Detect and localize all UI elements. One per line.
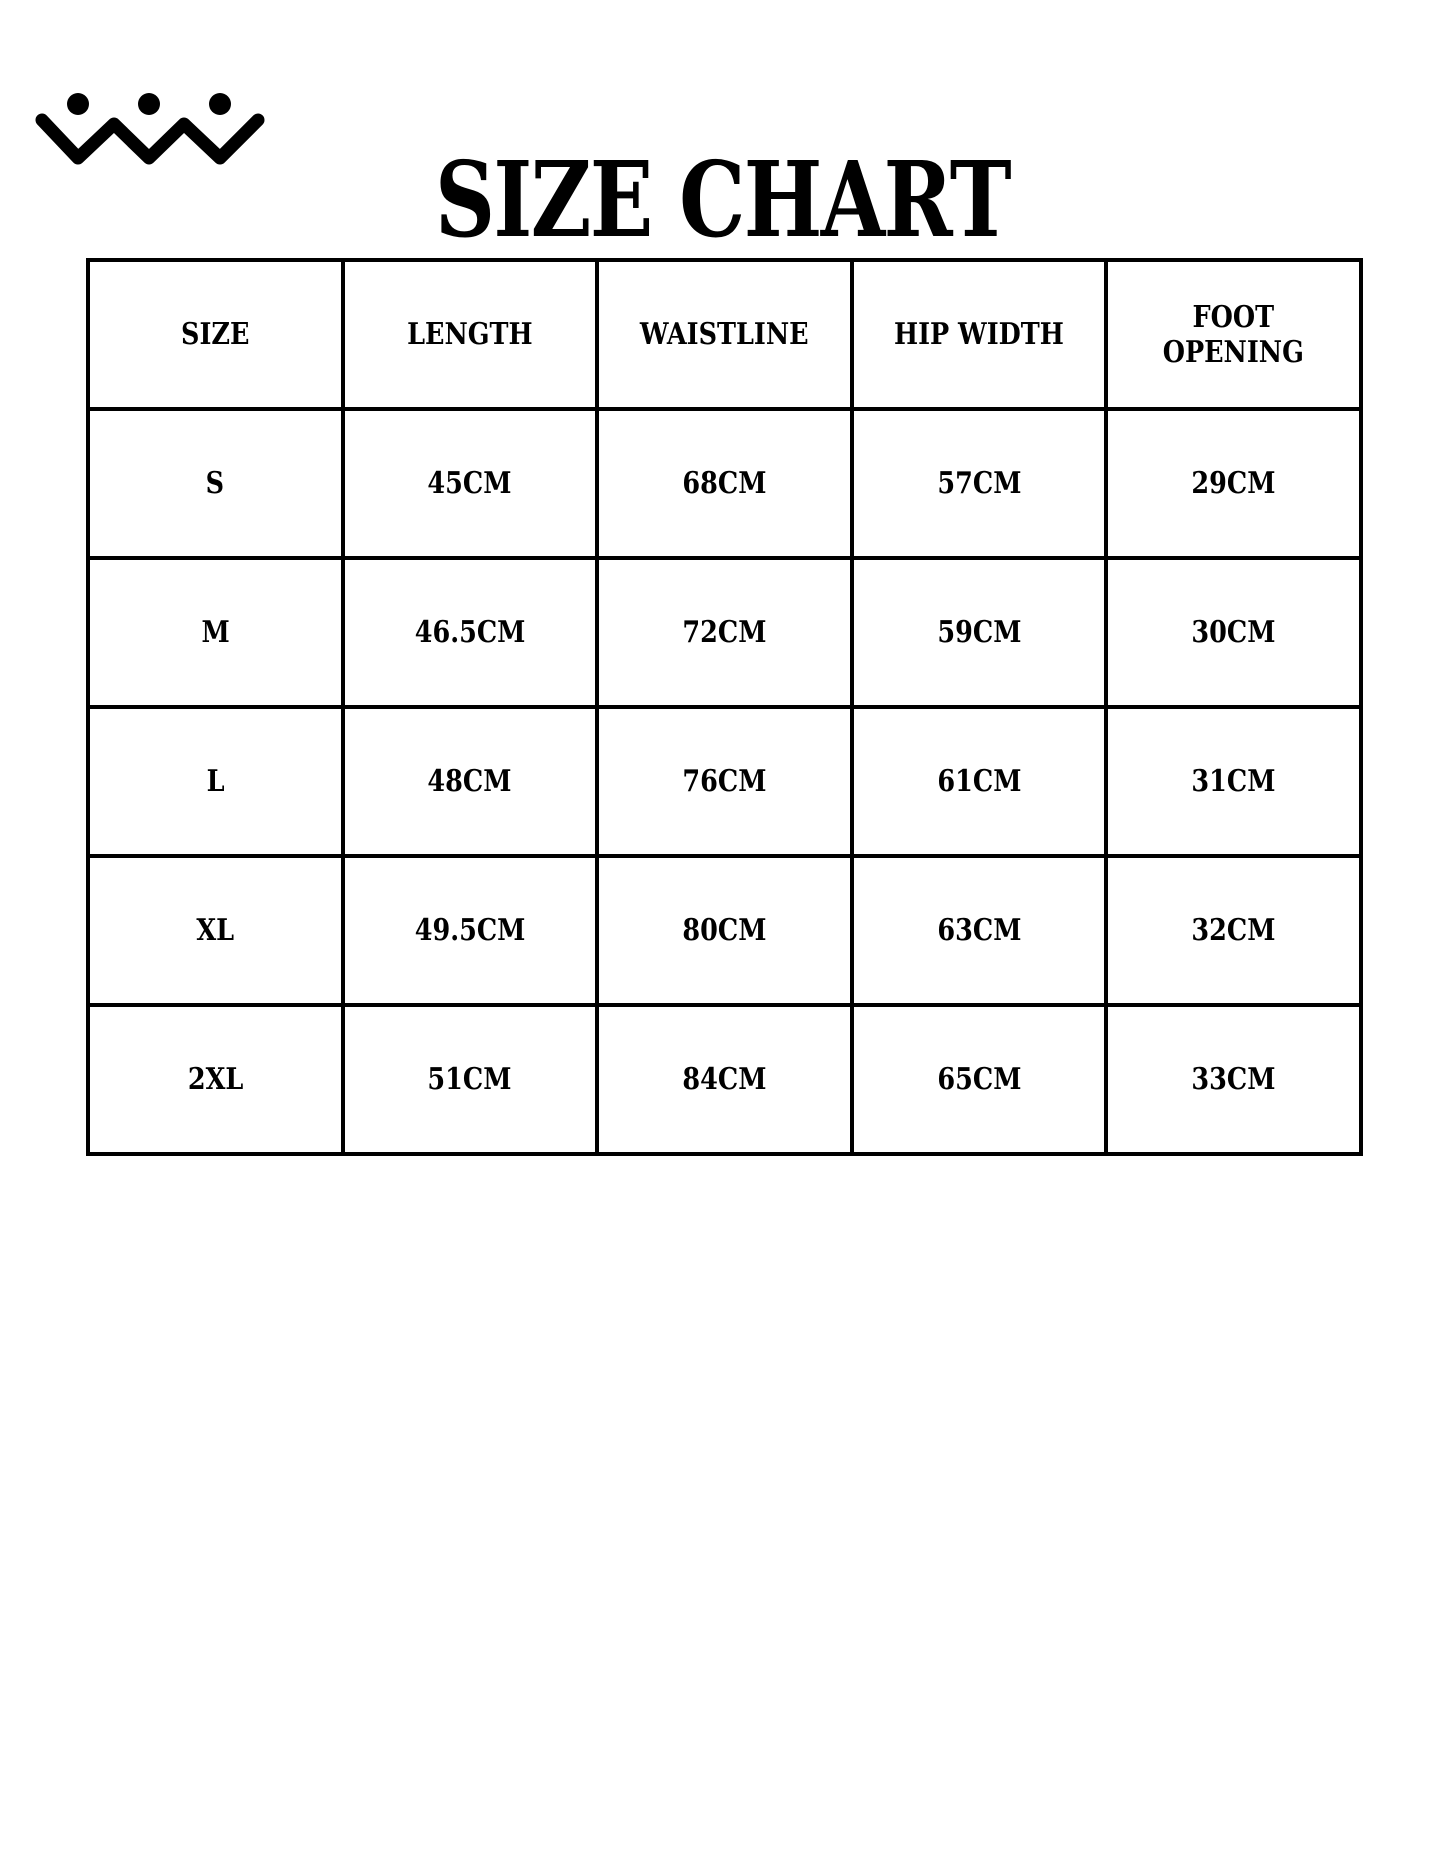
waistline-value: 76CM: [682, 764, 767, 799]
header-label: HIP WIDTH: [894, 317, 1064, 352]
waistline-cell: [597, 707, 852, 856]
waistline-cell: [597, 409, 852, 558]
hip-width-cell: [852, 856, 1107, 1005]
hip-width-value: 63CM: [937, 913, 1022, 948]
length-cell: [343, 409, 598, 558]
size-cell: [88, 409, 343, 558]
column-header-waistline: [597, 260, 852, 409]
length-value: 46.5CM: [414, 615, 526, 650]
hip-width-value: 57CM: [937, 466, 1022, 501]
header-label: LENGTH: [407, 317, 533, 352]
header-label: WAISTLINE: [640, 317, 809, 352]
foot-opening-value: 30CM: [1191, 615, 1276, 650]
size-value: M: [201, 615, 230, 650]
foot-opening-value: 33CM: [1191, 1062, 1276, 1097]
table-row: [88, 707, 1361, 856]
foot-opening-value: 32CM: [1191, 913, 1276, 948]
page-title: SIZE CHART: [434, 138, 1011, 261]
foot-opening-cell: [1106, 856, 1361, 1005]
hip-width-cell: [852, 707, 1107, 856]
table-header-row: [88, 260, 1361, 409]
size-value: L: [206, 764, 225, 799]
header-label: SIZE: [181, 317, 250, 352]
foot-opening-cell: [1106, 409, 1361, 558]
length-value: 51CM: [427, 1062, 512, 1097]
length-value: 48CM: [427, 764, 512, 799]
column-header-hip-width: [852, 260, 1107, 409]
waistline-cell: [597, 1005, 852, 1154]
size-cell: [88, 558, 343, 707]
hip-width-value: 61CM: [937, 764, 1022, 799]
size-value: S: [206, 466, 225, 501]
foot-opening-cell: [1106, 1005, 1361, 1154]
length-cell: [343, 856, 598, 1005]
hip-width-value: 65CM: [937, 1062, 1022, 1097]
waistline-value: 68CM: [682, 466, 767, 501]
column-header-foot-opening: [1106, 260, 1361, 409]
waistline-value: 72CM: [682, 615, 767, 650]
size-cell: [88, 1005, 343, 1154]
table-row: [88, 1005, 1361, 1154]
length-cell: [343, 558, 598, 707]
column-header-size: [88, 260, 343, 409]
waistline-value: 80CM: [682, 913, 767, 948]
hip-width-cell: [852, 409, 1107, 558]
foot-opening-value: 29CM: [1191, 466, 1276, 501]
hip-width-cell: [852, 558, 1107, 707]
header-label: FOOT OPENING: [1163, 299, 1305, 370]
foot-opening-cell: [1106, 558, 1361, 707]
length-cell: [343, 707, 598, 856]
waistline-value: 84CM: [682, 1062, 767, 1097]
column-header-length: [343, 260, 598, 409]
length-value: 45CM: [427, 466, 512, 501]
hip-width-cell: [852, 1005, 1107, 1154]
size-value: XL: [196, 913, 235, 948]
table-row: [88, 558, 1361, 707]
waistline-cell: [597, 558, 852, 707]
hip-width-value: 59CM: [937, 615, 1022, 650]
waistline-cell: [597, 856, 852, 1005]
length-cell: [343, 1005, 598, 1154]
table-row: [88, 856, 1361, 1005]
size-cell: [88, 707, 343, 856]
size-chart-table: [86, 258, 1363, 1156]
table-row: [88, 409, 1361, 558]
size-cell: [88, 856, 343, 1005]
size-value: 2XL: [187, 1062, 244, 1097]
foot-opening-value: 31CM: [1191, 764, 1276, 799]
length-value: 49.5CM: [414, 913, 526, 948]
foot-opening-cell: [1106, 707, 1361, 856]
